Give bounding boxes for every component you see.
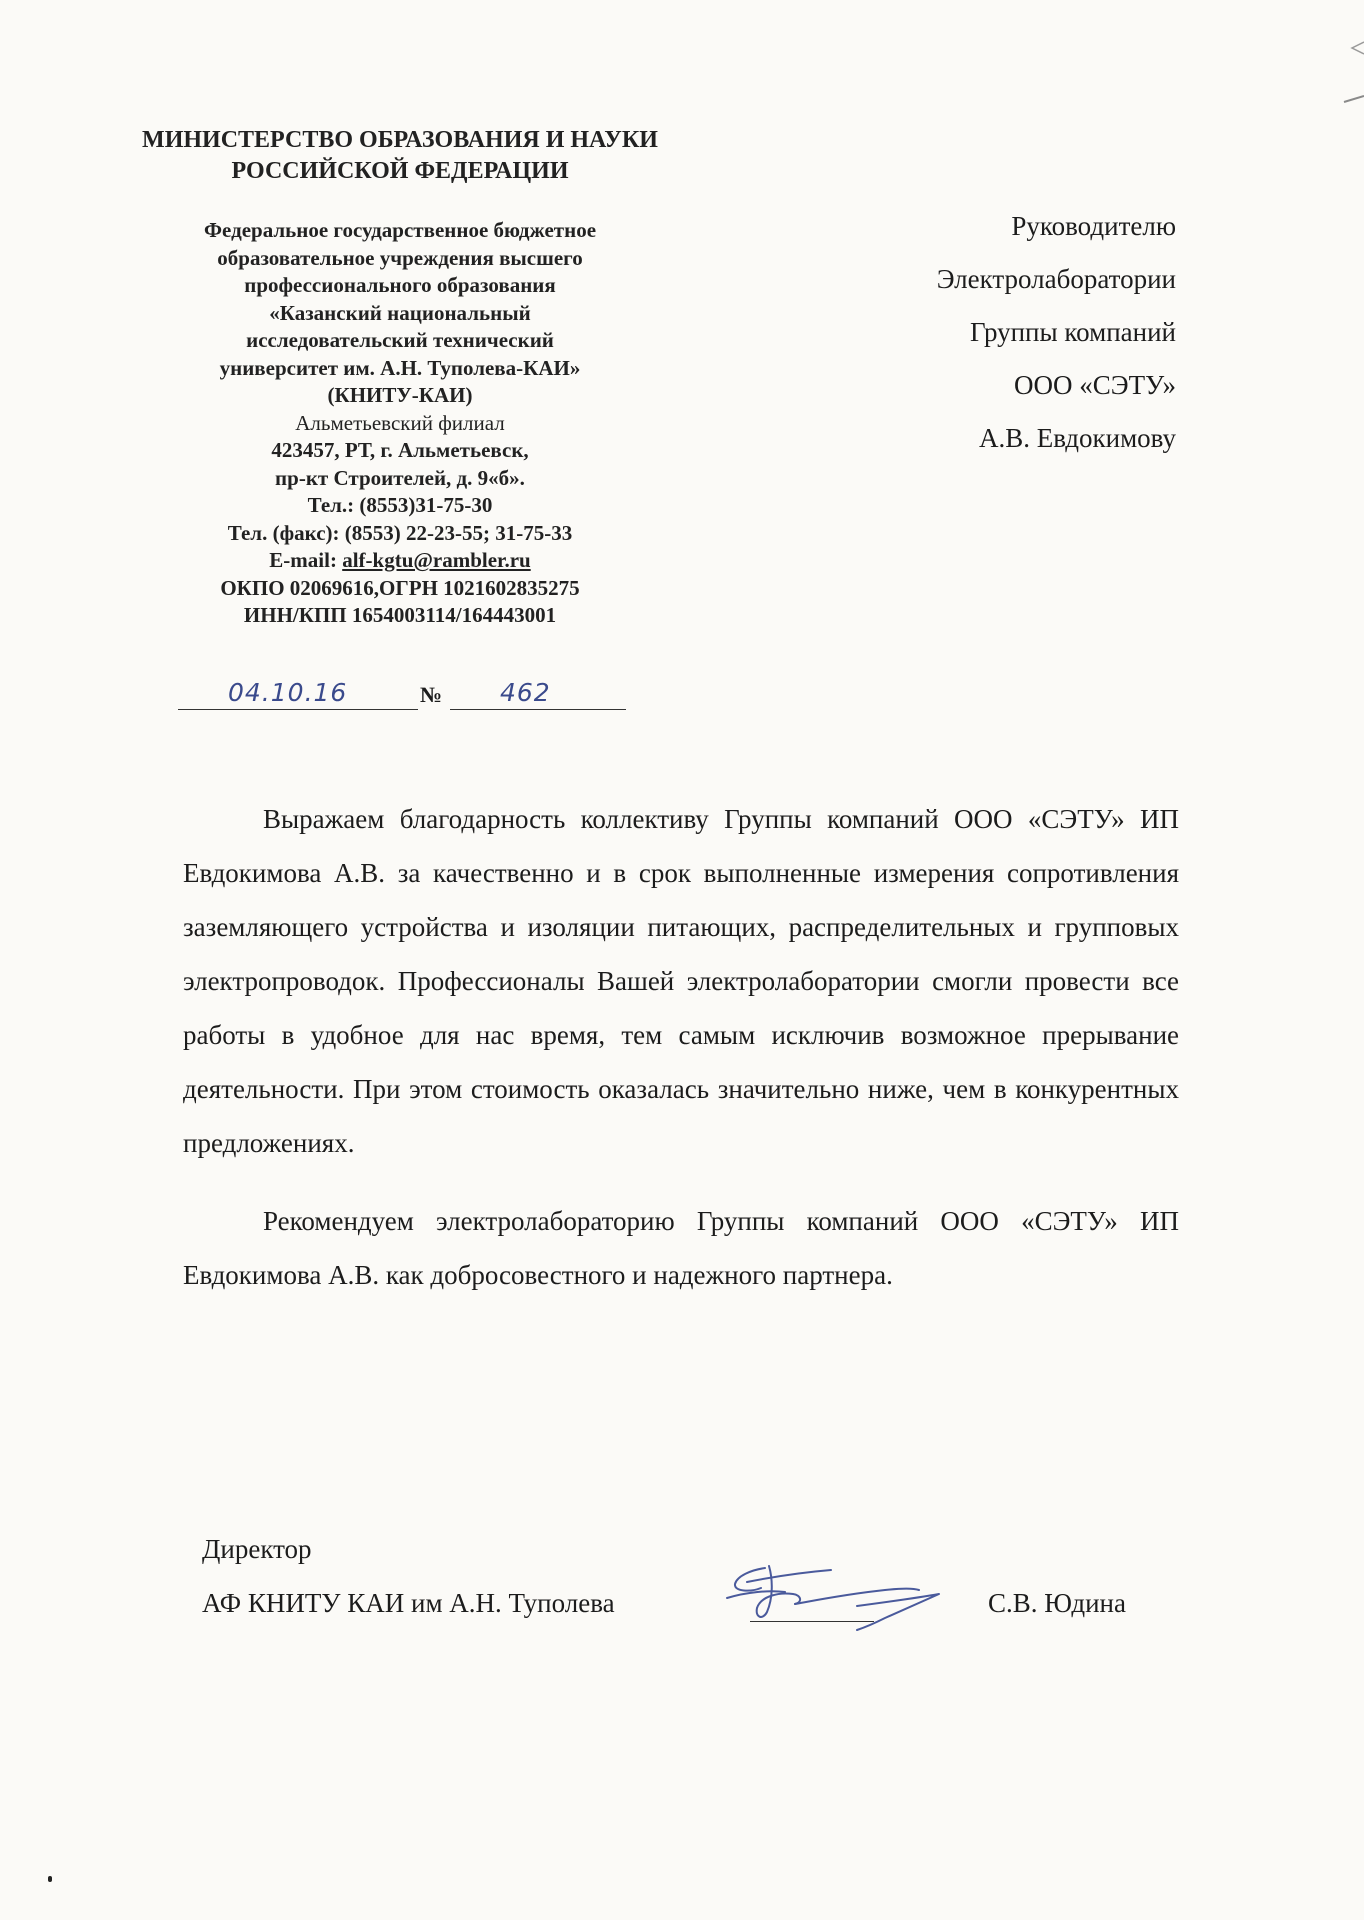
registration-line — [178, 678, 628, 710]
signer-title: Директор — [202, 1534, 312, 1564]
date-field-line — [178, 679, 418, 710]
email-label: E-mail: — [269, 548, 343, 572]
number-field-line — [450, 679, 626, 710]
handwritten-signature — [707, 1546, 957, 1656]
okpo-line: ОКПО 02069616,ОГРН 1021602835275 — [220, 575, 580, 600]
signer-organization: АФ КНИТУ КАИ им А.Н. Туполева — [202, 1588, 615, 1618]
organization-header — [100, 125, 700, 630]
signature-block — [202, 1522, 1182, 1630]
fax-line: Тел. (факс): (8553) 22-23-55; 31-75-33 — [227, 520, 573, 545]
scan-speck — [48, 1876, 52, 1882]
recipient-block — [756, 200, 1176, 465]
institution-line: профессионального образования — [244, 273, 556, 297]
institution-line: исследовательский технический — [246, 328, 554, 352]
body-paragraph: Выражаем благодарность коллективу Группы компаний ООО «СЭТУ» ИП Евдокимова А.В. за качественно и в срок выполненные измерения сопротивления заземляющего устройства и изоляции питающих, распределительных и групповых электропроводок. Профессионалы Вашей электролаборатории смогли провести все работы в удобное для нас время, тем самым исключив возможное прерывание деятельности. При этом стоимость оказалась значительно ниже, чем в конкурентных предложениях. — [183, 804, 1179, 1158]
branch-name: Альметьевский филиал — [295, 410, 505, 435]
handwritten-date: 04.10.16 — [228, 678, 348, 707]
phone-line: Тел.: (8553)31-75-30 — [307, 493, 493, 517]
recipient-line: Руководителю — [1011, 211, 1176, 241]
recipient-line: ООО «СЭТУ» — [1014, 370, 1176, 400]
institution-line: университет им. А.Н. Туполева-КАИ» — [219, 355, 581, 380]
email-link[interactable]: alf-kgtu@rambler.ru — [342, 548, 531, 572]
signature-row — [202, 1576, 1182, 1630]
email-line — [100, 547, 700, 575]
inn-line: ИНН/КПП 1654003114/164443001 — [243, 603, 557, 627]
address-line: 423457, РТ, г. Альметьевск, — [271, 438, 529, 462]
body-paragraph: Рекомендуем электролабораторию Группы компаний ООО «СЭТУ» ИП Евдокимова А.В. как добросовестного и надежного партнера. — [183, 1206, 1179, 1290]
institution-line: Федеральное государственное бюджетное — [203, 218, 597, 242]
handwritten-number: 462 — [500, 678, 551, 707]
institution-line: образовательное учреждения высшего — [217, 245, 583, 270]
recipient-name: А.В. Евдокимову — [978, 423, 1176, 453]
ministry-line: РОССИЙСКОЙ ФЕДЕРАЦИИ — [231, 158, 569, 184]
address-line: пр-кт Строителей, д. 9«б». — [275, 465, 525, 490]
scan-edge-mark — [1338, 40, 1364, 110]
institution-line: «Казанский национальный — [269, 300, 531, 325]
ministry-title — [100, 125, 700, 187]
institution-details — [100, 217, 700, 630]
recipient-line: Группы компаний — [970, 317, 1176, 347]
letter-body — [183, 792, 1179, 1302]
signer-name: С.В. Юдина — [988, 1588, 1126, 1618]
recipient-line: Электролаборатории — [936, 264, 1176, 294]
institution-abbr: (КНИТУ-КАИ) — [327, 383, 473, 407]
number-label: № — [420, 682, 443, 707]
ministry-line: МИНИСТЕРСТВО ОБРАЗОВАНИЯ И НАУКИ — [142, 127, 658, 153]
